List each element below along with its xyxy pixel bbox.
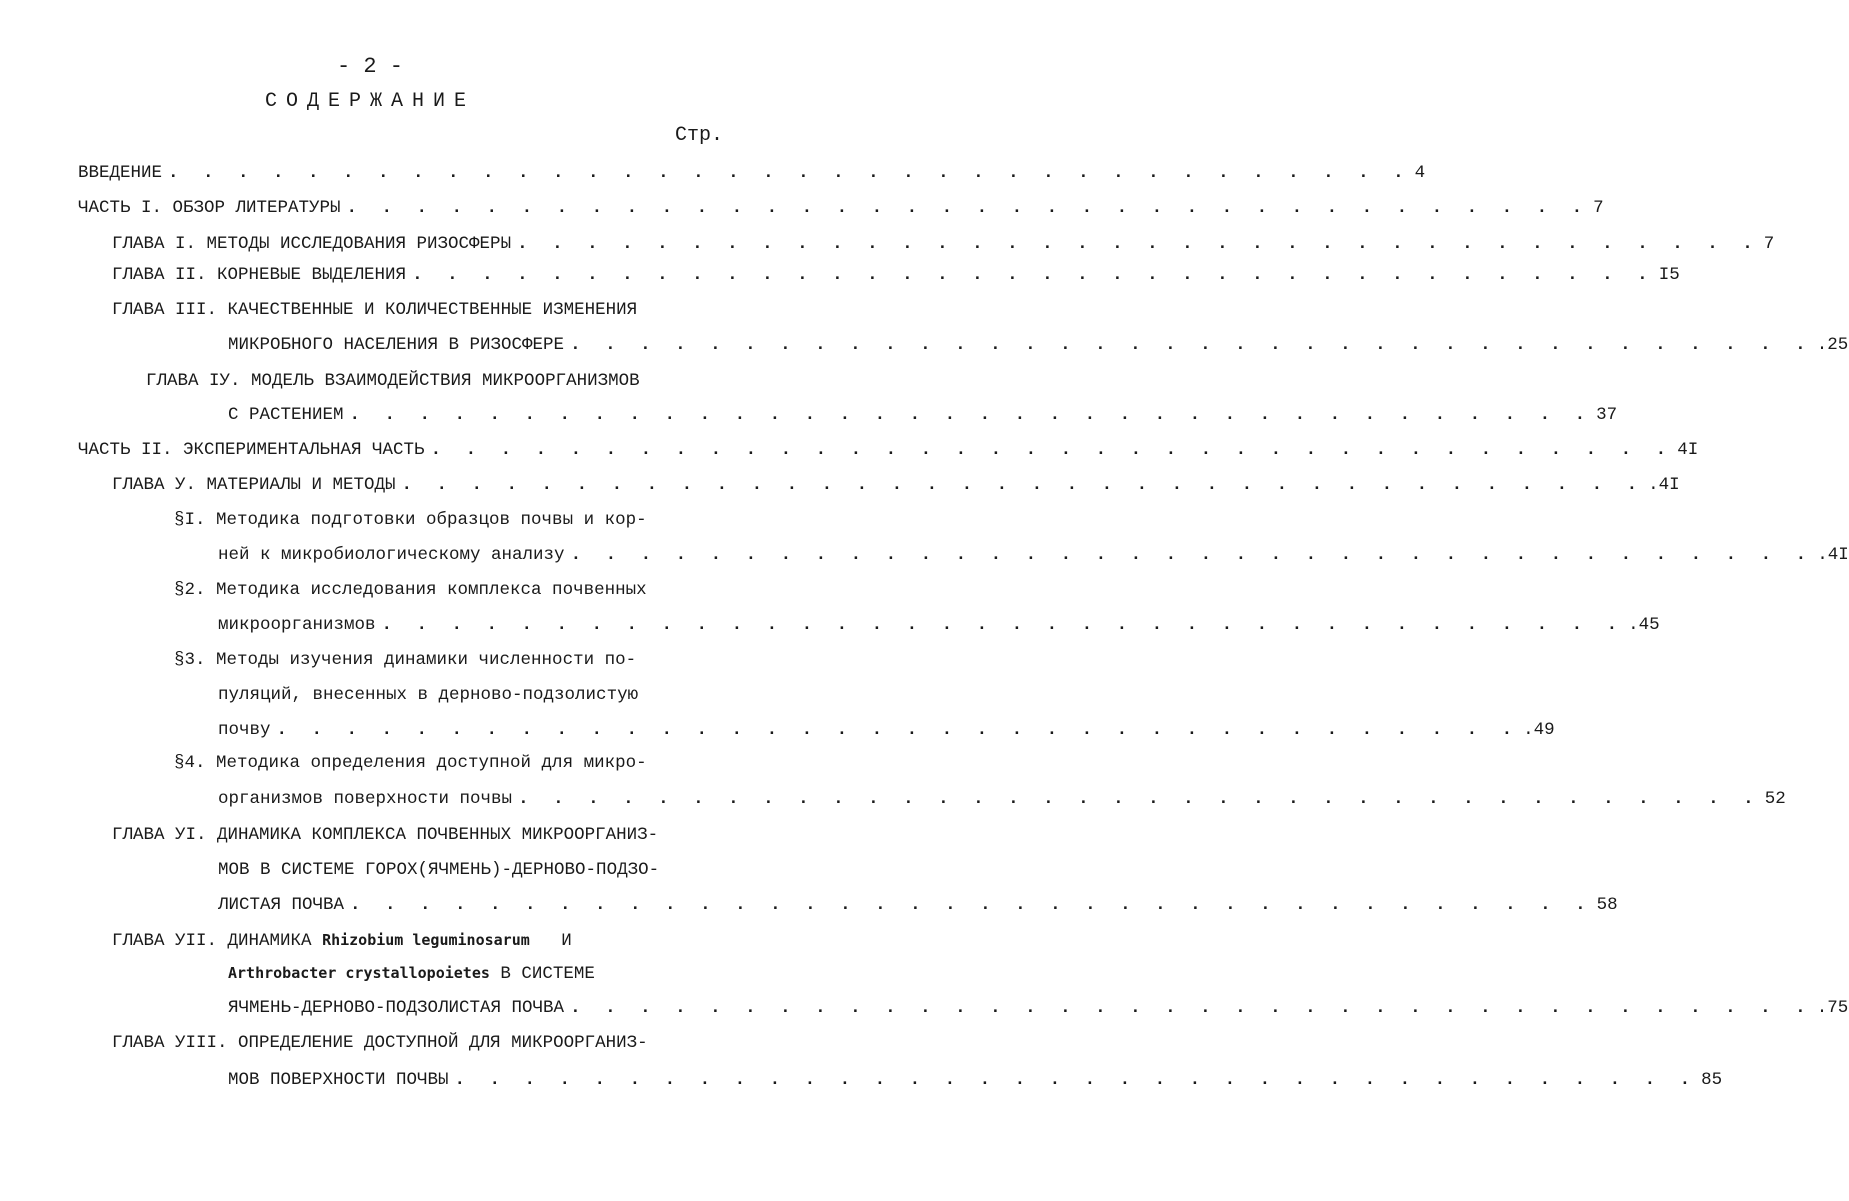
toc-entry-page: 7 [1763,234,1775,254]
toc-leader: . . . . . . . . . . . . . . . . . . . . . . . . . . . . . . . . . . . . [570,545,1814,565]
toc-entry-text: ней к микробиологическому анализу [218,545,565,565]
toc-entry-page: 58 [1596,895,1618,915]
toc-leader: . . . . . . . . . . . . . . . . . . . . . . . . . . . . . . . . . . . . [570,998,1813,1018]
page-number: - 2 - [336,54,403,79]
toc-entry-tail: И [529,931,572,951]
toc-entry [218,610,1660,640]
toc-entry [228,1065,1723,1095]
toc-leader: . . . . . . . . . . . . . . . . . . . . . . . . . . . . . . . . . . . . [346,198,1590,218]
toc-entry [228,330,1849,360]
toc-entry-page: .4I [1648,475,1680,495]
toc-entry-page: .49 [1523,720,1555,740]
toc-entry-text: §2. Методика исследования комплекса почвенных [174,580,647,600]
toc-entry [218,855,716,885]
toc-entry [112,295,716,325]
toc-leader: . . . . . . . . . . . . . . . . . . . . . . . . . . . . . . . . . . . . [168,163,1411,183]
toc-leader: . . . . . . . . . . . . . . . . . . . . . . . . . . . . . . . . . . . . [350,895,1593,915]
toc-entry-text: ГЛАВА УIII. ОПРЕДЕЛЕНИЕ ДОСТУПНОЙ ДЛЯ МИКРООРГАНИЗ- [112,1033,648,1053]
toc-entry-page: .75 [1816,998,1849,1018]
toc-entry-text: ЧАСТЬ II. ЭКСПЕРИМЕНТАЛЬНАЯ ЧАСТЬ [78,440,425,460]
toc-entry-text: ГЛАВА IУ. МОДЕЛЬ ВЗАИМОДЕЙСТВИЯ МИКРООРГАНИЗМОВ [146,371,640,391]
toc-entry-page: .4I [1817,545,1849,565]
toc-entry-latin: Rhizobium leguminosarum [322,931,530,949]
toc-entry-text: почву [218,720,271,740]
toc-entry [174,645,716,675]
toc-entry-text: ГЛАВА УII. ДИНАМИКА [112,931,312,951]
toc-entry [218,784,1786,814]
toc-entry-text: МИКРОБНОГО НАСЕЛЕНИЯ В РИЗОСФЕРЕ [228,335,565,355]
toc-leader: . . . . . . . . . . . . . . . . . . . . . . . . . . . . . . . . . . . . [518,789,1761,809]
toc-entry [112,260,1680,290]
toc-entry-page: 52 [1764,789,1786,809]
toc-entry [228,993,1849,1023]
toc-leader: . . . . . . . . . . . . . . . . . . . . . . . . . . . . . . . . . . . . [349,405,1593,425]
toc-entry [174,748,716,778]
toc-entry-page: .25 [1816,335,1849,355]
toc-entry-page: 7 [1593,198,1604,218]
toc-entry [112,229,1775,259]
toc-leader: . . . . . . . . . . . . . . . . . . . . . . . . . . . . . . . . . . . . [430,440,1674,460]
toc-entry-text: МОВ В СИСТЕМЕ ГОРОХ(ЯЧМЕНЬ)-ДЕРНОВО-ПОДЗО- [218,860,660,880]
toc-leader: . . . . . . . . . . . . . . . . . . . . . . . . . . . . . . . . . . . . [454,1070,1698,1090]
toc-entry-latin: Arthrobacter crystallopoietes [228,964,490,982]
toc-entry [218,540,1849,570]
toc-entry [228,958,716,988]
toc-entry-text: ЛИСТАЯ ПОЧВА [218,895,345,915]
toc-entry-text: ГЛАВА I. МЕТОДЫ ИССЛЕДОВАНИЯ РИЗОСФЕРЫ [112,234,512,254]
toc-entry-text: С РАСТЕНИЕМ [228,405,344,425]
toc-leader: . . . . . . . . . . . . . . . . . . . . . . . . . . . . . . . . . . . . [276,720,1520,740]
toc-entry [78,435,1699,465]
toc-entry-tail: В СИСТЕМЕ [489,964,595,984]
page-column-header: Стр. [674,124,723,147]
toc-entry-text: ВВЕДЕНИЕ [78,163,163,183]
toc-entry-text: ЧАСТЬ I. ОБЗОР ЛИТЕРАТУРЫ [78,198,341,218]
toc-leader: . . . . . . . . . . . . . . . . . . . . . . . . . . . . . . . . . . . . [570,335,1813,355]
toc-entry [78,158,1426,188]
toc-entry-text: ГЛАВА III. КАЧЕСТВЕННЫЕ И КОЛИЧЕСТВЕННЫЕ ИЗМЕНЕНИЯ [112,300,638,320]
toc-entry-page: 85 [1701,1070,1723,1090]
toc-entry [218,680,716,710]
toc-entry [174,575,716,605]
toc-leader: . . . . . . . . . . . . . . . . . . . . . . . . . . . . . . . . . . . . [401,475,1645,495]
page-title: СОДЕРЖАНИЕ [264,90,476,113]
toc-entry-page: I5 [1658,265,1680,285]
toc-entry-text: микроорганизмов [218,615,376,635]
toc-entry-text: ГЛАВА II. КОРНЕВЫЕ ВЫДЕЛЕНИЯ [112,265,407,285]
toc-entry [218,715,1555,745]
toc-entry-text: ГЛАВА У. МАТЕРИАЛЫ И МЕТОДЫ [112,475,396,495]
toc-entry [112,470,1680,500]
toc-entry-text: §3. Методы изучения динамики численности по- [174,650,637,670]
toc-entry-page: 4I [1677,440,1699,460]
toc-entry-text: МОВ ПОВЕРХНОСТИ ПОЧВЫ [228,1070,449,1090]
toc-entry-page: .45 [1628,615,1660,635]
toc-entry-text: §4. Методика определения доступной для микро- [174,753,647,773]
toc-entry-text: организмов поверхности почвы [218,789,513,809]
toc-entry [174,505,716,535]
toc-entry [112,925,716,955]
toc-entry-text: ЯЧМЕНЬ-ДЕРНОВО-ПОДЗОЛИСТАЯ ПОЧВА [228,998,565,1018]
toc-leader: . . . . . . . . . . . . . . . . . . . . . . . . . . . . . . . . . . . . [381,615,1625,635]
toc-entry-text: §I. Методика подготовки образцов почвы и кор- [174,510,647,530]
toc-entry [218,890,1618,920]
toc-entry [112,1028,716,1058]
toc-leader: . . . . . . . . . . . . . . . . . . . . . . . . . . . . . . . . . . . . [517,234,1760,254]
toc-entry-page: 37 [1596,405,1618,425]
toc-entry-text: пуляций, внесенных в дерново-подзолистую [218,685,639,705]
toc-entry [146,366,716,396]
toc-entry [228,400,1618,430]
toc-entry-text: ГЛАВА УI. ДИНАМИКА КОМПЛЕКСА ПОЧВЕННЫХ МИКРООРГАНИЗ- [112,825,659,845]
toc-entry-page: 4 [1414,163,1426,183]
toc-entry [78,193,1604,223]
toc-leader: . . . . . . . . . . . . . . . . . . . . . . . . . . . . . . . . . . . . [412,265,1655,285]
toc-entry [112,820,716,850]
